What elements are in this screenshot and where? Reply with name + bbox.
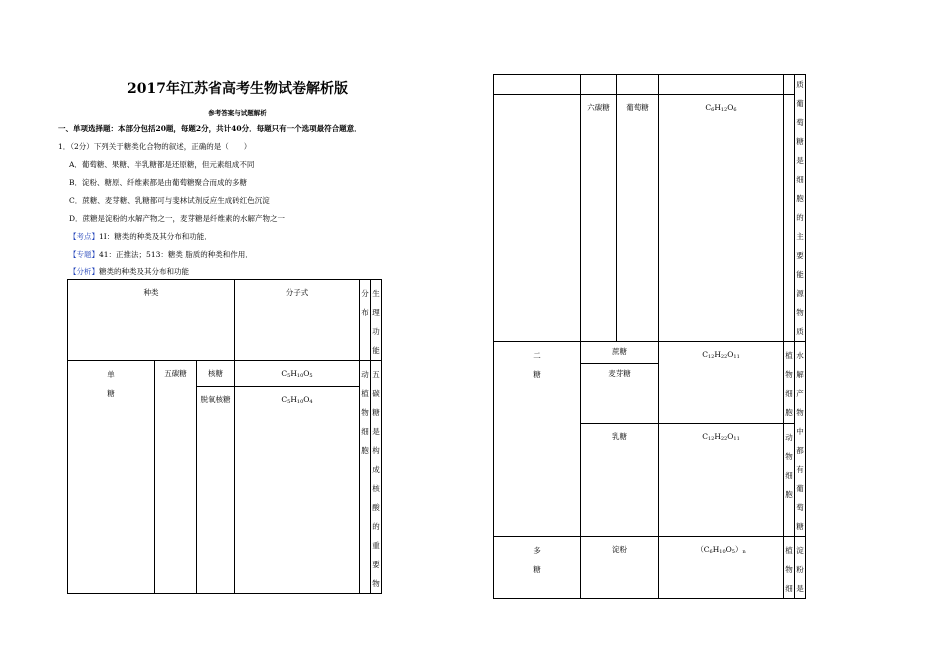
di-label: 二糖 (494, 342, 581, 537)
top-blank-5 (784, 75, 795, 95)
sucrose-name: 蔗糖 (581, 342, 659, 364)
top-blank-2 (581, 75, 617, 95)
header-distribution: 分布 (360, 280, 371, 361)
sucrose-formula: $C_{12}H_{22}O_{11}$ (659, 342, 784, 424)
header-formula: 分子式 (235, 280, 360, 361)
ribose-formula: $C_5H_{10}O_5$ (235, 361, 360, 387)
lactose-name: 乳糖 (581, 423, 659, 536)
di-function: 水解产物中都有葡萄糖 (795, 342, 806, 537)
pentose-label: 五碳糖 (155, 361, 197, 594)
kaodian-tag: 【考点】 (69, 232, 99, 241)
kaodian-line (69, 231, 212, 242)
sugar-table-right (493, 74, 806, 599)
maltose-name: 麦芽糖 (581, 363, 659, 423)
plant-distribution: 植物细胞 (784, 342, 795, 424)
zhuanti-text: 41：正推法；513：糖类 脂质的种类和作用． (99, 250, 253, 259)
starch-name: 淀粉 (581, 537, 659, 599)
glucose-name: 葡萄糖 (617, 95, 659, 342)
question-stem: 1．（2分）下列关于糖类化合物的叙述，正确的是（ ） (58, 142, 252, 151)
fenxi-text: 糖类的种类及其分布和功能 (99, 267, 189, 276)
top-blank-3 (617, 75, 659, 95)
zhuanti-tag: 【专题】 (69, 250, 99, 259)
ribose-name: 核糖 (197, 361, 235, 387)
top-blank-4 (659, 75, 784, 95)
deoxyribose-name: 脱氧核糖 (197, 387, 235, 594)
mono-label: 单糖 (68, 361, 155, 594)
sugar-table-left (67, 279, 382, 594)
option-a: A．葡萄糖、果糖、半乳糖都是还原糖，但元素组成不同 (69, 160, 255, 169)
glucose-formula: $C_6H_{12}O_6$ (659, 95, 784, 342)
option-d: D．蔗糖是淀粉的水解产物之一，麦芽糖是纤维素的水解产物之一 (69, 214, 286, 223)
pentose-distribution: 动植物细胞 (360, 361, 371, 594)
fenxi-line (69, 266, 189, 277)
deoxyribose-formula: $C_5H_{10}O_4$ (235, 387, 360, 594)
page-subtitle: 参考答案与试题解析 (208, 109, 267, 117)
top-blank-1 (494, 75, 581, 95)
header-function: 生理功能 (371, 280, 382, 361)
section-heading: 一、单项选择题：本部分包括20题，每题2分，共计40分．每题只有一个选项最符合题意． (58, 124, 362, 133)
fenxi-tag: 【分析】 (69, 267, 99, 276)
starch-formula: $(C_6H_{10}O_5)_n$ (659, 537, 784, 599)
lactose-formula: $C_{12}H_{22}O_{11}$ (659, 423, 784, 536)
pentose-function: 五碳糖是构成核酸的重要物 (371, 361, 382, 594)
top-function-tail: 质 葡萄糖是细胞的主要能源物质 (795, 75, 806, 342)
header-kind: 种类 (68, 280, 235, 361)
zhuanti-line (69, 249, 253, 260)
starch-distribution: 植物细 (784, 537, 795, 599)
hexose-label: 六碳糖 (581, 95, 617, 342)
kaodian-text: 1I：糖类的种类及其分布和功能． (99, 232, 212, 241)
glucose-distribution (784, 95, 795, 342)
animal-distribution: 动物细胞 (784, 423, 795, 536)
right-page (475, 0, 950, 671)
option-b: B．淀粉、糖原、纤维素都是由葡萄糖聚合而成的多糖 (69, 178, 248, 187)
page-title: 2017年江苏省高考生物试卷解析版 (127, 81, 348, 97)
option-c: C．蔗糖、麦芽糖、乳糖都可与斐林试剂反应生成砖红色沉淀 (69, 196, 270, 205)
hexose-blank (494, 95, 581, 342)
poly-label: 多糖 (494, 537, 581, 599)
starch-function: 淀粉是 (795, 537, 806, 599)
